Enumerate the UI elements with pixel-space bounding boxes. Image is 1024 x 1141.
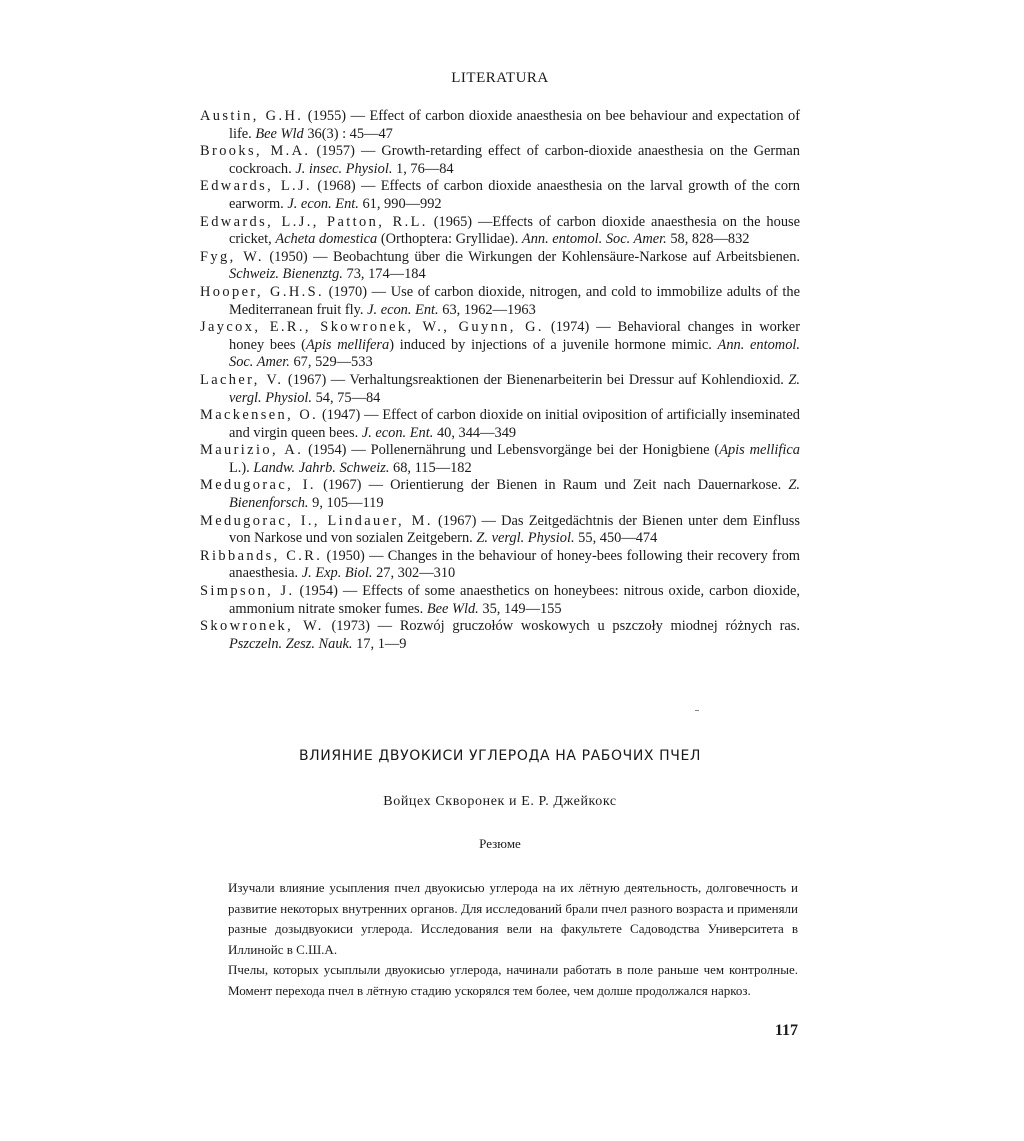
reference-author: Medugorac, I., Lindauer, M. (200, 512, 433, 529)
reference-author: Maurizio, A. (200, 442, 304, 459)
reference-author: Edwards, L.J. (200, 178, 313, 195)
reference-entry (200, 284, 800, 319)
russian-summary-authors: Войцех Скворонек и Е. Р. Джейкокс (383, 794, 617, 809)
reference-author: Lacher, V. (200, 371, 284, 388)
reference-entry (200, 548, 800, 583)
resume-heading: Резюме (479, 836, 521, 851)
reference-author: Hooper, G.H.S. (200, 283, 325, 300)
reference-entry (200, 583, 800, 618)
reference-entry (200, 442, 800, 477)
reference-entry (200, 249, 800, 284)
summary-paragraph: Пчелы, которых усыплыли двуокисью углерода, начинали работать в поле раньше чем контролные. Момент перехода пчел в лётную стадию ускорялся тем более, чем долше продолжался наркоз. (228, 962, 798, 998)
russian-summary-title: ВЛИЯНИЕ ДВУОКИСИ УГЛЕРОДА НА РАБОЧИХ ПЧЕЛ (298, 748, 702, 764)
page-number: 117 (774, 1022, 798, 1039)
reference-entry (200, 477, 800, 512)
reference-citation: (1954) — Effects of some anaesthetics on honeybees: nitrous oxide, carbon dioxide, ammonium nitrate smoker fumes. Bee Wld. 35, 149—155 (229, 583, 800, 617)
reference-citation: (1970) — Use of carbon dioxide, nitrogen, and cold to immobilize adults of the Mediterranean fruit fly. J. econ. Ent. 63, 1962—1963 (229, 283, 800, 318)
reference-list (200, 108, 800, 653)
reference-citation: (1968) — Effects of carbon dioxide anaesthesia on the larval growth of the corn earworm. J. econ. Ent. 61, 990—992 (229, 178, 800, 212)
literature-heading: LITERATURA (451, 70, 549, 86)
reference-citation: (1947) — Effect of carbon dioxide on initial oviposition of artificially inseminated and virgin queen bees. J. econ. Ent. 40, 344—349 (229, 407, 800, 441)
reference-citation: (1967) — Orientierung der Bienen in Raum und Zeit nach Dauernarkose. Z. Bienenforsch. 9, 105—119 (229, 477, 800, 512)
reference-citation: (1973) — Rozwój gruczołów woskowych u pszczoły miodnej różnych ras. Pszczeln. Zesz. Nauk. 17, 1—9 (229, 618, 800, 652)
reference-author: Fyg, W. (200, 248, 264, 265)
reference-citation: (1950) — Changes in the behaviour of honey-bees following their recovery from anaesthesia. J. Exp. Biol. 27, 302—310 (229, 547, 800, 582)
reference-citation: (1967) — Verhaltungsreaktionen der Bienenarbeiterin bei Dressur auf Kohlendioxid. Z. vergl. Physiol. 54, 75—84 (229, 371, 800, 406)
reference-author: Edwards, L.J., Patton, R.L. (200, 213, 428, 230)
reference-citation: (1957) — Growth-retarding effect of carbon-dioxide anaesthesia on the German cockroach. J. insec. Physiol. 1, 76—84 (229, 143, 800, 177)
reference-author: Simpson, J. (200, 583, 295, 600)
reference-citation: (1967) — Das Zeitgedächtnis der Bienen unter dem Einfluss von Narkose und von sozialen Zeitgebern. Z. vergl. Physiol. 55, 450—474 (229, 512, 800, 547)
reference-author: Mackensen, O. (200, 407, 319, 424)
reference-entry (200, 407, 800, 442)
russian-summary-body (228, 878, 798, 1001)
reference-author: Skowronek, W. (200, 618, 324, 635)
reference-author: Jaycox, E.R., Skowronek, W., Guynn, G. (200, 319, 544, 336)
reference-entry (200, 178, 800, 213)
reference-entry (200, 214, 800, 249)
reference-entry (200, 143, 800, 178)
reference-citation: (1965) —Effects of carbon dioxide anaesthesia on the house cricket, Acheta domestica (Orthoptera: Gryllidae). Ann. entomol. Soc. Amer. 58, 828—832 (229, 213, 800, 248)
reference-author: Ribbands, C.R. (200, 547, 323, 564)
reference-author: Austin, G.H. (200, 108, 304, 124)
reference-entry (200, 513, 800, 548)
reference-author: Brooks, M.A. (200, 143, 311, 160)
reference-author: Medugorac, I. (200, 477, 316, 494)
reference-citation: (1974) — Behavioral changes in worker honey bees (Apis mellifera) induced by injections of a juvenile hormone mimic. Ann. entomol. Soc. Amer. 67, 529—533 (229, 319, 800, 371)
reference-entry (200, 108, 800, 143)
reference-entry (200, 618, 800, 653)
summary-paragraph: Изучали влияние усыпления пчел двуокисью углерода на их лётную деятельность, долговечность и развитие некоторых внутренних органов. Для исследований брали пчел разного возраста и применяли разные дозыдвуокиси углерода. Исследования вели на факультете Садоводства Университета в Иллинойс в С.Ш.А. (228, 880, 798, 957)
reference-entry (200, 319, 800, 372)
reference-citation: (1955) — Effect of carbon dioxide anaesthesia on bee behaviour and expectation of life. Bee Wld 36(3) : 45—47 (229, 108, 801, 142)
reference-citation: (1950) — Beobachtung über die Wirkungen der Kohlensäure-Narkose auf Arbeitsbienen. Schweiz. Bienenztg. 73, 174—184 (229, 248, 800, 283)
reference-citation: (1954) — Pollenernährung und Lebensvorgänge bei der Honigbiene (Apis mellifica L.). Landw. Jahrb. Schweiz. 68, 115—182 (229, 442, 800, 476)
reference-entry (200, 372, 800, 407)
section-divider (695, 710, 699, 711)
